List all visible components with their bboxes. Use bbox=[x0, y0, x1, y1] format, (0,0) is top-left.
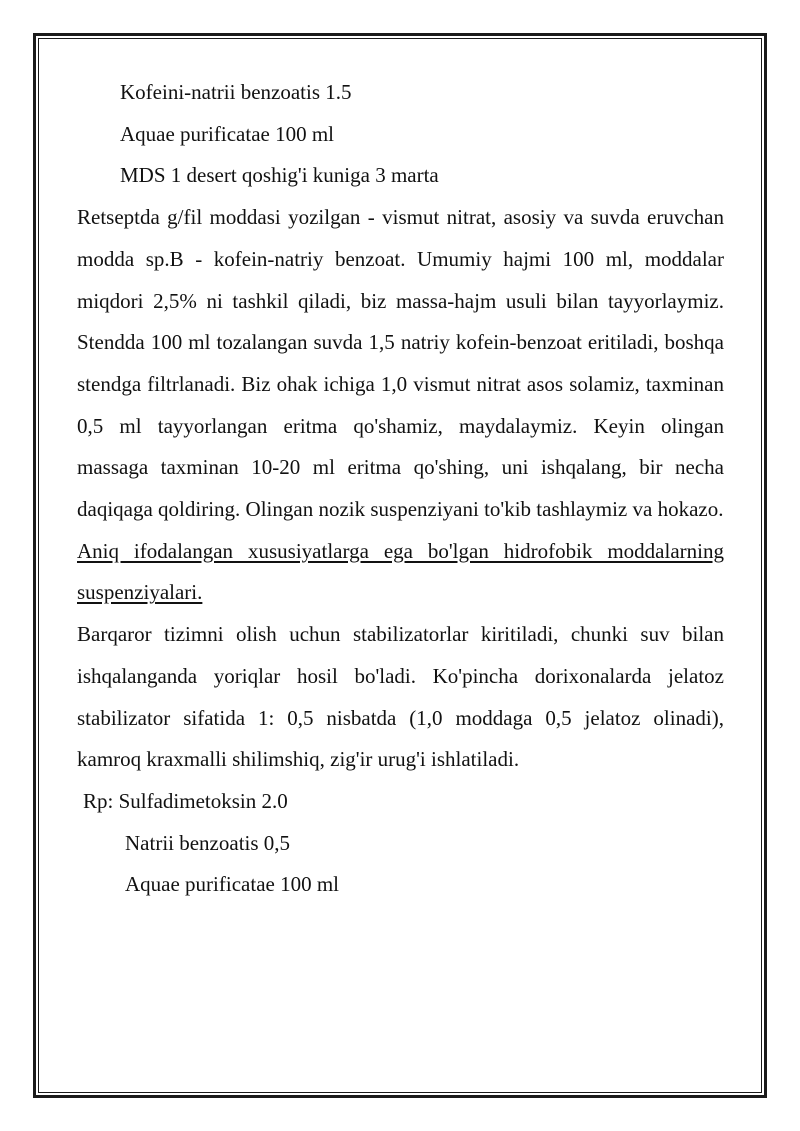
section-heading: Aniq ifodalangan xususiyatlarga ega bo'lgan hidrofobik moddalarning suspenziyalari. bbox=[77, 538, 724, 605]
recipe1-line3: MDS 1 desert qoshig'i kuniga 3 marta bbox=[120, 163, 439, 188]
document-body bbox=[77, 72, 724, 906]
recipe2-line1: Rp: Sulfadimetoksin 2.0 bbox=[83, 788, 288, 813]
paragraph-preparation: Retseptda g/fil moddasi yozilgan - vismut nitrat, asosiy va suvda eruvchan modda sp.B - kofein-natriy benzoat. Umumiy hajmi 100 ml, moddalar miqdori 2,5% ni tashkil qiladi, biz massa-hajm usuli bilan tayyorlaymiz. Stendda 100 ml tozalangan suvda 1,5 natriy kofein-benzoat eritiladi, boshqa stendga filtrlanadi. Biz ohak ichiga 1,0 vismut nitrat asos solamiz, taxminan 0,5 ml tayyorlangan eritma qo'shamiz, maydalaymiz. Keyin olingan massaga taxminan 10-20 ml eritma qo'shing, uni ishqalang, bir necha daqiqaga qoldiring. Olingan nozik suspenziyani to'kib tashlaymiz va hokazo. bbox=[77, 205, 724, 522]
recipe2-line2: Natrii benzoatis 0,5 bbox=[125, 830, 291, 855]
recipe1-line2: Aquae purificatae 100 ml bbox=[120, 121, 334, 146]
recipe1-line1: Kofeini-natrii benzoatis 1.5 bbox=[120, 80, 352, 104]
paragraph-stabilizers: Barqaror tizimni olish uchun stabilizatorlar kiritiladi, chunki suv bilan ishqalanganda yoriqlar hosil bo'ladi. Ko'pincha dorixonalarda jelatoz stabilizator sifatida 1: 0,5 nisbatda (1,0 moddaga 0,5 jelatoz olinadi), kamroq kraxmalli shilimshiq, zig'ir urug'i ishlatiladi. bbox=[77, 622, 724, 772]
recipe2-line3: Aquae purificatae 100 ml bbox=[125, 872, 339, 897]
